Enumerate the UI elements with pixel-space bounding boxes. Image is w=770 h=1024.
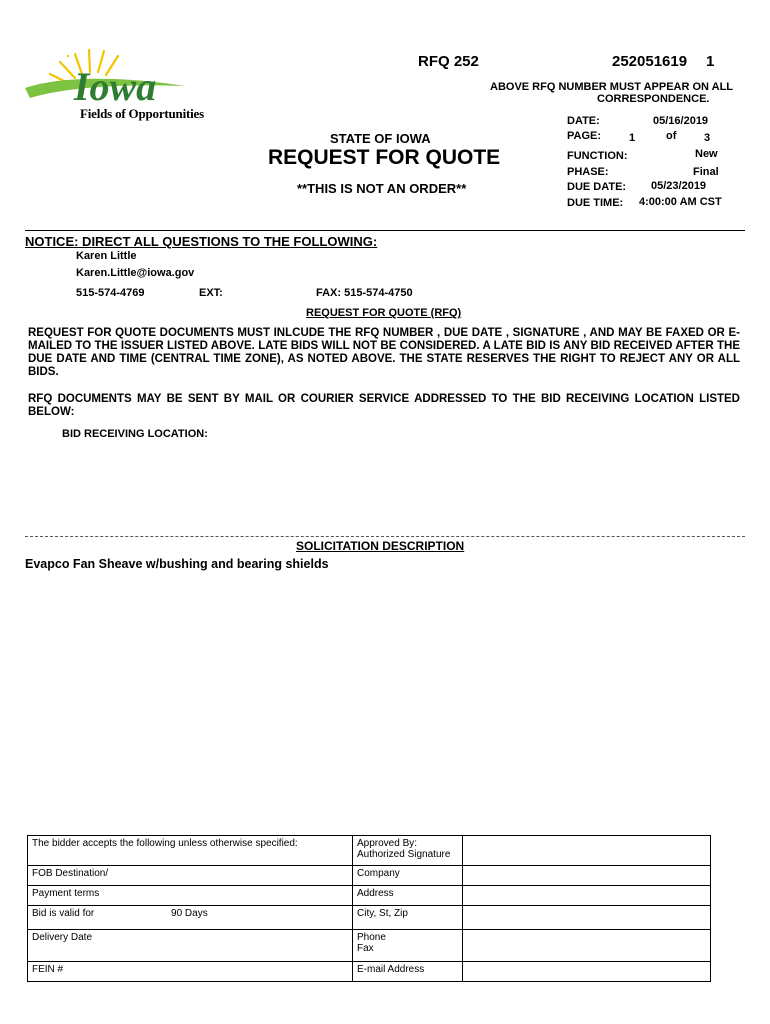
- city-field[interactable]: [463, 906, 711, 930]
- logo-wordmark: Iowa: [73, 64, 157, 109]
- phone-fax-field[interactable]: [463, 930, 711, 962]
- contact-notice: NOTICE: DIRECT ALL QUESTIONS TO THE FOLLOWING:: [25, 234, 378, 249]
- email-field[interactable]: [463, 962, 711, 982]
- page-title: REQUEST FOR QUOTE: [268, 146, 501, 169]
- due-date-value: 05/23/2019: [651, 180, 707, 192]
- approved-by-label: Approved By:: [357, 838, 418, 849]
- divider-dashed: [25, 536, 745, 537]
- due-date-label: DUE DATE:: [567, 181, 627, 193]
- contact-name: Karen Little: [76, 250, 137, 262]
- fein-cell: FEIN #: [28, 962, 353, 982]
- logo-tagline: Fields of Opportunities: [80, 106, 204, 121]
- rfq-mail-instructions: RFQ DOCUMENTS MAY BE SENT BY MAIL OR COURIER SERVICE ADDRESSED TO THE BID RECEIVING LOCATION LISTED BELOW:: [28, 393, 740, 418]
- delivery-date-cell: Delivery Date: [28, 930, 353, 962]
- page-total: 3: [704, 132, 711, 144]
- rfq-instructions: REQUEST FOR QUOTE DOCUMENTS MUST INLCUDE THE RFQ NUMBER , DUE DATE , SIGNATURE , AND MAY BE FAXED OR E-MAILED TO THE ISSUER LISTED ABOVE. LATE BIDS WILL NOT BE CONSIDERED. A LATE BID IS ANY BID RECEIVED AFTER THE DUE DATE AND TIME (CENTRAL TIME ZONE), AS NOTED ABOVE. THE STATE RESERVES THE RIGHT TO REJECT ANY OR ALL BIDS.: [28, 327, 740, 378]
- contact-phone: 515-574-4769: [76, 287, 145, 299]
- approved-by-cell: [353, 836, 463, 866]
- not-order-notice: **THIS IS NOT AN ORDER**: [297, 181, 467, 196]
- rfq-suffix: 1: [706, 53, 715, 70]
- bidder-info-table: [27, 835, 711, 982]
- contact-ext-label: EXT:: [199, 287, 223, 299]
- bid-valid-label: Bid is valid for: [32, 908, 95, 919]
- rfq-notice-line2: CORRESPONDENCE.: [597, 93, 710, 105]
- page-current: 1: [629, 132, 636, 144]
- accepts-cell: The bidder accepts the following unless otherwise specified:: [28, 836, 353, 866]
- bid-location-label: BID RECEIVING LOCATION:: [62, 428, 208, 440]
- city-label: City, St, Zip: [353, 906, 463, 930]
- due-time-label: DUE TIME:: [567, 197, 624, 209]
- phone-label: Phone: [357, 932, 386, 943]
- phone-fax-cell: [353, 930, 463, 962]
- email-label: E-mail Address: [353, 962, 463, 982]
- solicitation-description: Evapco Fan Sheave w/bushing and bearing shields: [25, 557, 329, 571]
- address-label: Address: [353, 886, 463, 906]
- phase-value: Final: [693, 166, 719, 178]
- phase-label: PHASE:: [567, 166, 609, 178]
- rfq-section-heading: REQUEST FOR QUOTE (RFQ): [306, 307, 462, 319]
- company-field[interactable]: [463, 866, 711, 886]
- solicitation-heading: SOLICITATION DESCRIPTION: [296, 539, 465, 553]
- rfq-label: RFQ 252: [418, 53, 479, 70]
- date-value: 05/16/2019: [653, 115, 709, 127]
- authorized-signature-label: Authorized Signature: [357, 849, 451, 860]
- rfq-number: 252051619: [612, 53, 688, 70]
- due-time-value: 4:00:00 AM CST: [639, 196, 722, 208]
- function-label: FUNCTION:: [567, 150, 628, 162]
- address-field[interactable]: [463, 886, 711, 906]
- bid-valid-value: 90 Days: [171, 908, 208, 919]
- rfq-notice-line1: ABOVE RFQ NUMBER MUST APPEAR ON ALL: [490, 81, 734, 93]
- payment-terms-cell: Payment terms: [28, 886, 353, 906]
- contact-fax: FAX: 515-574-4750: [316, 287, 413, 299]
- contact-email: Karen.Little@iowa.gov: [76, 267, 195, 279]
- date-label: DATE:: [567, 115, 600, 127]
- function-value: New: [695, 148, 718, 160]
- fax-label: Fax: [357, 943, 374, 954]
- divider: [25, 230, 745, 231]
- page-of: of: [666, 130, 677, 142]
- bid-valid-cell: [28, 906, 353, 930]
- fob-cell: FOB Destination/: [28, 866, 353, 886]
- page-label: PAGE:: [567, 130, 602, 142]
- signature-field[interactable]: [463, 836, 711, 866]
- state-title: STATE OF IOWA: [330, 131, 431, 146]
- company-label: Company: [353, 866, 463, 886]
